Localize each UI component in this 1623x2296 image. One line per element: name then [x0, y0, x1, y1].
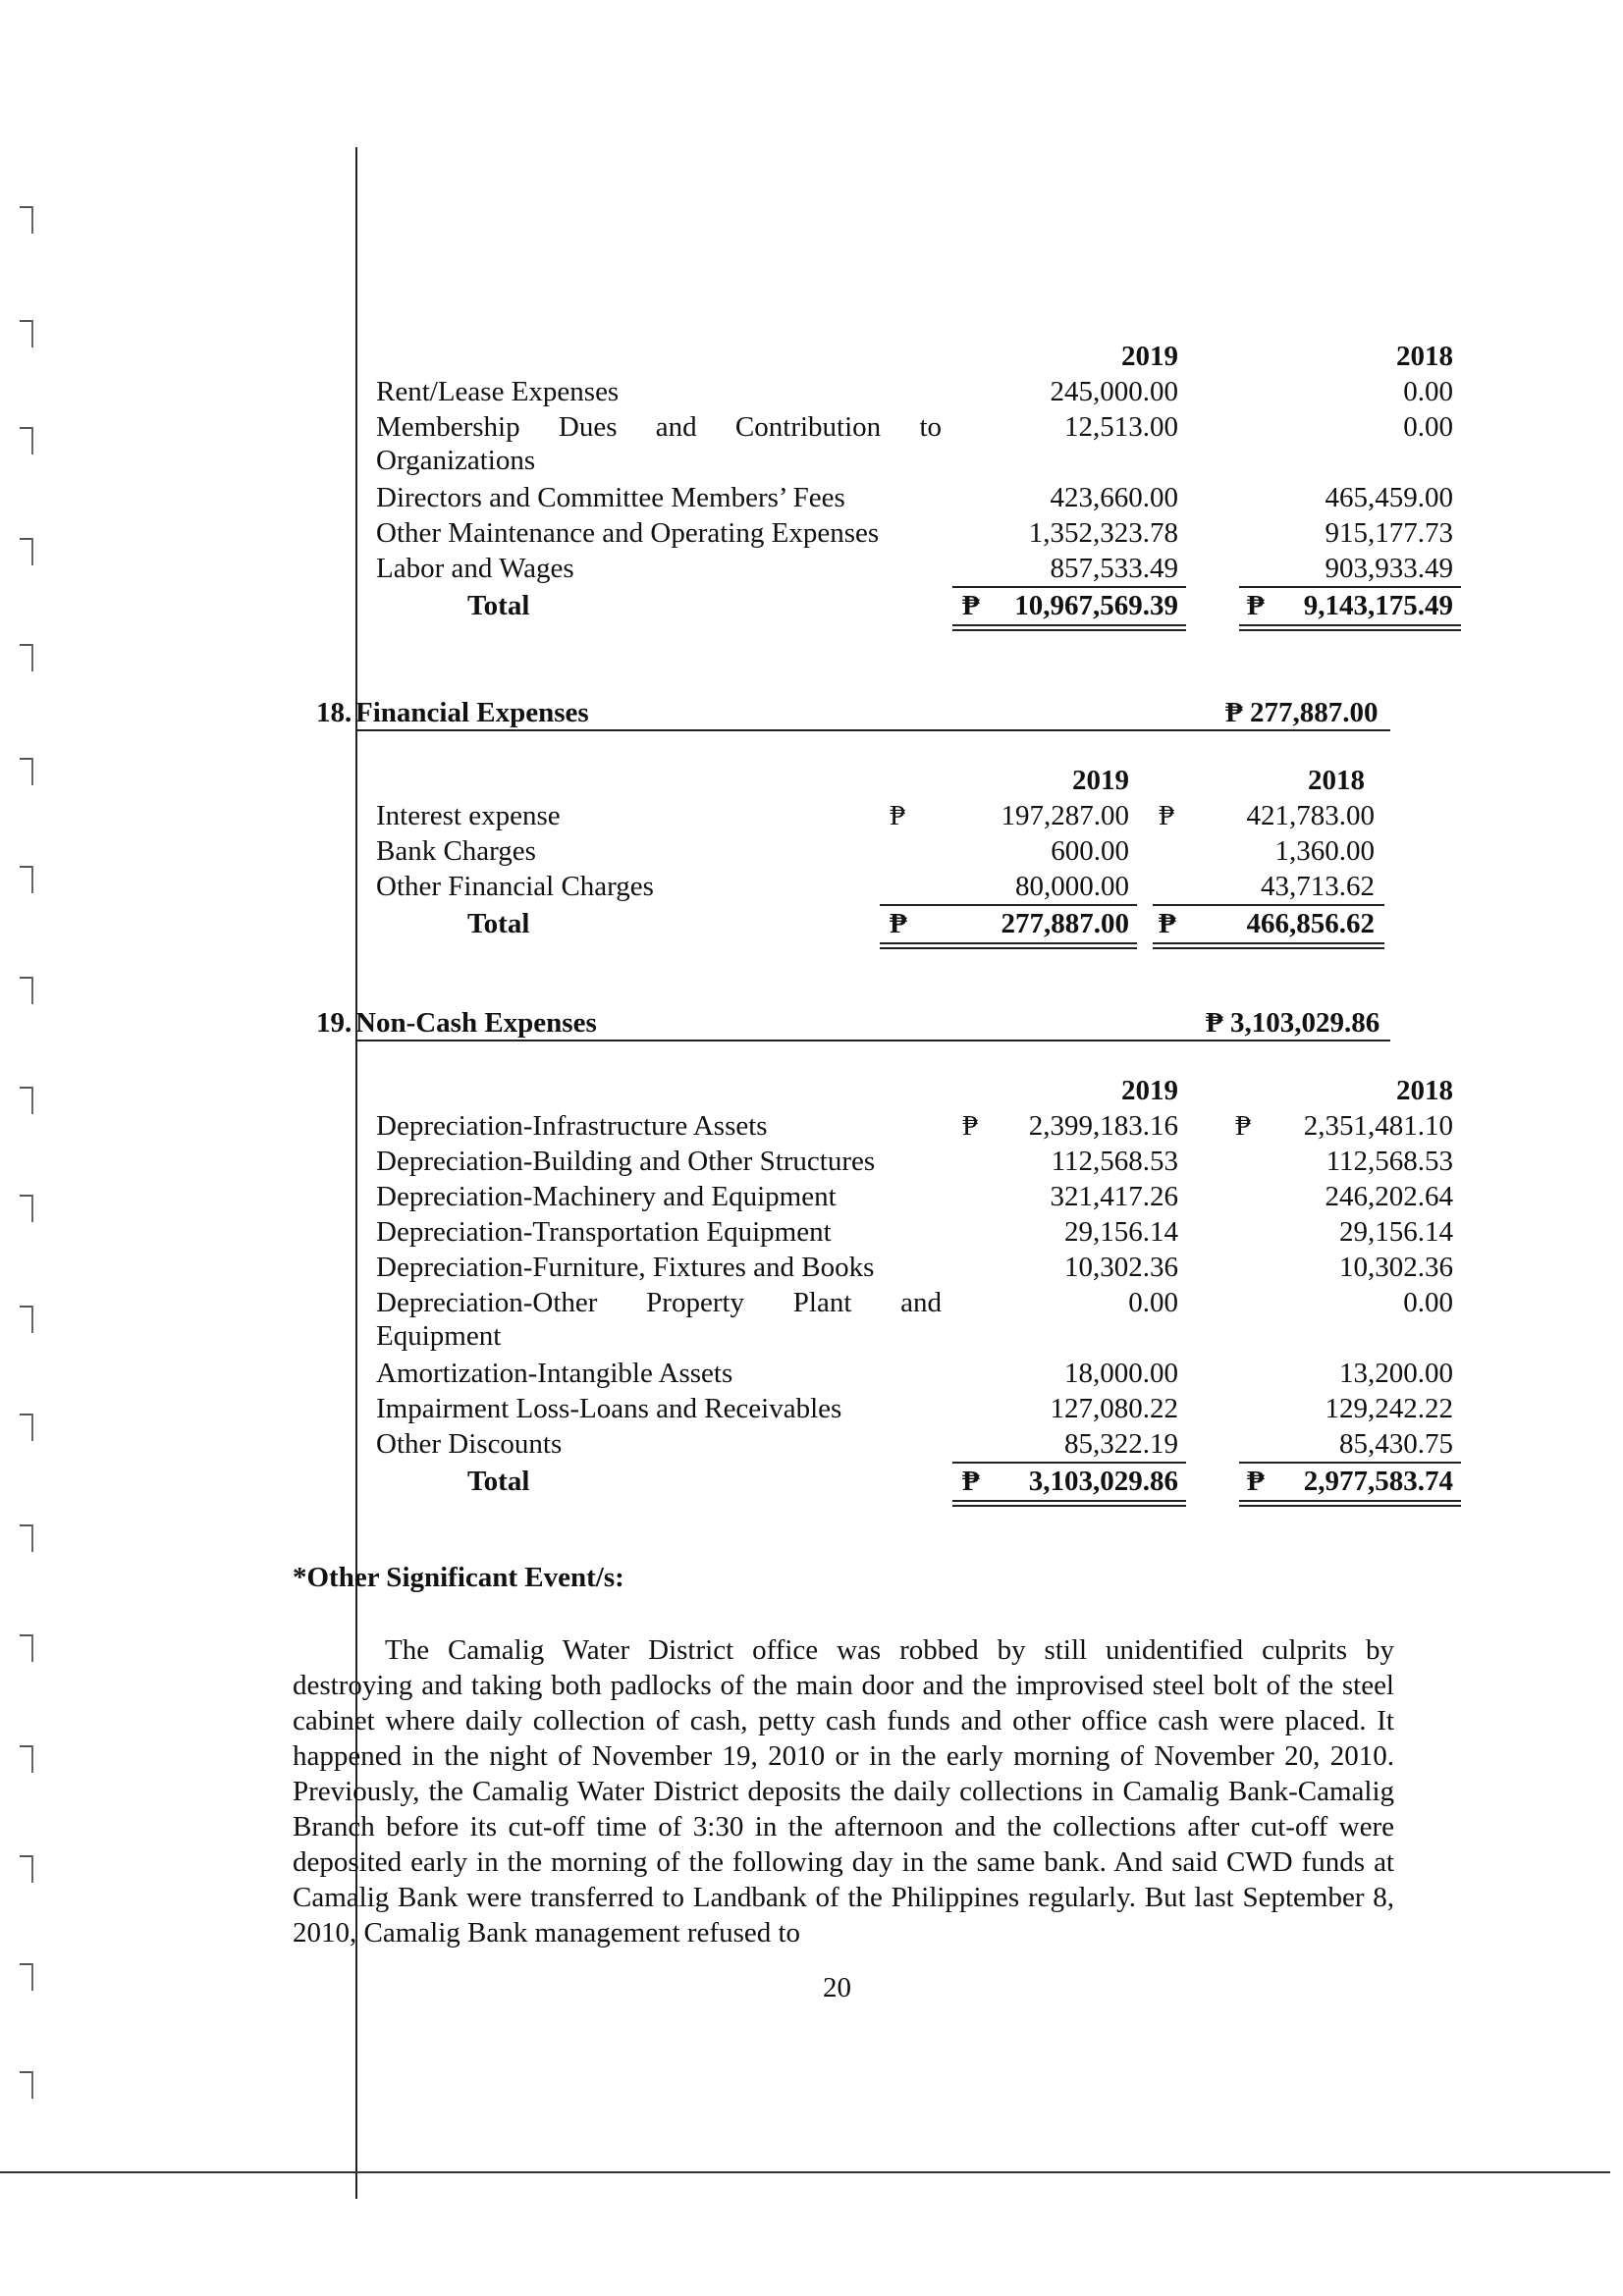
subtotal-rule-2019 [952, 1462, 1186, 1464]
peso-sign: ₱ [890, 800, 906, 831]
section-amount: ₱ 3,103,029.86 [1206, 1007, 1380, 1039]
section-number: 18. [316, 697, 352, 728]
row-label: Interest expense [376, 800, 561, 831]
total-double-rule-2018 [1239, 1500, 1461, 1507]
row-label: Labor and Wages [376, 553, 574, 584]
row-value-2018: 2,351,481.10 [1303, 1110, 1453, 1142]
total-double-rule-2018 [1153, 942, 1384, 949]
row-label: Impairment Loss-Loans and Receivables [376, 1393, 842, 1424]
year-2018-header: 2018 [1308, 765, 1365, 796]
peso-sign: ₱ [1235, 1110, 1252, 1142]
row-value-2018: 112,568.53 [1325, 1146, 1453, 1177]
section-number: 19. [316, 1007, 352, 1039]
row-value-2019: 112,568.53 [1051, 1146, 1178, 1177]
row-label: Amortization-Intangible Assets [376, 1358, 733, 1389]
peso-sign: ₱ [962, 590, 980, 621]
events-heading: *Other Significant Event/s: [293, 1562, 624, 1593]
row-value-2019: 85,322.19 [1064, 1428, 1178, 1460]
total-double-rule-2019 [952, 1500, 1186, 1507]
row-value-2019: 197,287.00 [1001, 800, 1129, 831]
row-label: Depreciation-Infrastructure Assets [376, 1110, 768, 1142]
subtotal-rule-2019 [952, 586, 1186, 588]
peso-sign: ₱ [1247, 590, 1265, 621]
row-value-2018: 1,360.00 [1274, 835, 1375, 867]
subtotal-rule-2018 [1239, 1462, 1461, 1464]
row-label: Membership Dues and Contribution to Organizations [376, 411, 942, 476]
row-value-2018: 13,200.00 [1339, 1358, 1453, 1389]
row-value-2018: 85,430.75 [1339, 1428, 1453, 1460]
row-value-2018: 0.00 [1403, 411, 1453, 443]
row-value-2019: 600.00 [1051, 835, 1129, 867]
total-label: Total [467, 590, 530, 621]
peso-sign: ₱ [890, 908, 907, 939]
row-value-2019: 18,000.00 [1064, 1358, 1178, 1389]
row-value-2018: 10,302.36 [1339, 1252, 1453, 1283]
row-label: Bank Charges [376, 835, 536, 867]
total-value-2018: 2,977,583.74 [1303, 1466, 1453, 1497]
row-value-2018: 915,177.73 [1325, 517, 1453, 549]
total-value-2019: 3,103,029.86 [1028, 1466, 1178, 1497]
peso-sign: ₱ [1247, 1466, 1265, 1497]
total-value-2019: 10,967,569.39 [1014, 590, 1178, 621]
row-value-2018: 903,933.49 [1325, 553, 1453, 584]
year-2019-header: 2019 [1072, 765, 1129, 796]
year-2018-header: 2018 [1396, 341, 1453, 372]
section-amount: ₱ 277,887.00 [1225, 697, 1379, 728]
total-double-rule-2019 [952, 624, 1186, 631]
row-label: Other Financial Charges [376, 871, 654, 902]
row-value-2019: 423,660.00 [1050, 482, 1178, 513]
peso-sign: ₱ [1159, 800, 1175, 831]
row-value-2018: 0.00 [1403, 376, 1453, 407]
section-underline [355, 729, 1390, 731]
row-value-2019: 857,533.49 [1050, 553, 1178, 584]
row-value-2019: 1,352,323.78 [1028, 517, 1178, 549]
row-label: Other Discounts [376, 1428, 563, 1460]
row-value-2019: 2,399,183.16 [1028, 1110, 1178, 1142]
row-label: Depreciation-Transportation Equipment [376, 1216, 832, 1248]
scan-bottom-line [0, 2171, 1610, 2173]
row-value-2018: 421,783.00 [1246, 800, 1375, 831]
subtotal-rule-2018 [1239, 586, 1461, 588]
row-value-2018: 246,202.64 [1325, 1181, 1453, 1212]
total-value-2018: 466,856.62 [1246, 908, 1375, 939]
row-label: Rent/Lease Expenses [376, 376, 620, 407]
row-value-2019: 321,417.26 [1050, 1181, 1178, 1212]
year-2019-header: 2019 [1121, 341, 1178, 372]
total-value-2019: 277,887.00 [1001, 908, 1129, 939]
total-value-2018: 9,143,175.49 [1303, 590, 1453, 621]
row-label: Depreciation-Building and Other Structures [376, 1146, 876, 1177]
section-title: Financial Expenses [355, 697, 589, 728]
peso-sign: ₱ [962, 1466, 980, 1497]
peso-sign: ₱ [962, 1110, 979, 1142]
row-label: Depreciation-Machinery and Equipment [376, 1181, 837, 1212]
row-value-2018: 29,156.14 [1339, 1216, 1453, 1248]
row-value-2019: 12,513.00 [1064, 411, 1178, 443]
total-label: Total [467, 908, 530, 939]
row-value-2019: 29,156.14 [1064, 1216, 1178, 1248]
row-value-2019: 80,000.00 [1015, 871, 1129, 902]
total-double-rule-2019 [880, 942, 1137, 949]
row-label: Directors and Committee Members’ Fees [376, 482, 845, 513]
total-label: Total [467, 1466, 530, 1497]
subtotal-rule-2019 [880, 904, 1137, 906]
row-value-2019: 127,080.22 [1050, 1393, 1178, 1424]
row-value-2018: 465,459.00 [1325, 482, 1453, 513]
row-label: Depreciation-Furniture, Fixtures and Books [376, 1252, 875, 1283]
year-2018-header: 2018 [1396, 1075, 1453, 1106]
row-value-2019: 245,000.00 [1050, 376, 1178, 407]
events-text: The Camalig Water District office was robbed by still unidentified culprits by destroying and taking both padlocks of the main door and the improvised steel bolt of the steel cabinet where daily collection of cash, petty cash funds and other office cash were placed. It happened in the night of November 19, 2010 or in the early morning of November 20, 2010. Previously, the Camalig Water District deposits the daily collections in Camalig Bank-Camalig Branch before its cut-off time of 3:30 in the afternoon and the collections after cut-off were deposited early in the morning of the following day in the same bank. And said CWD funds at Camalig Bank were transferred to Landbank of the Philippines regularly. But last September 8, 2010, Camalig Bank management refused to [293, 1634, 1394, 1949]
row-label: Depreciation-Other Property Plant and Equipment [376, 1287, 942, 1352]
subtotal-rule-2018 [1153, 904, 1384, 906]
total-double-rule-2018 [1239, 624, 1461, 631]
row-value-2018: 0.00 [1403, 1287, 1453, 1318]
events-paragraph [293, 1632, 1394, 1950]
row-value-2019: 10,302.36 [1064, 1252, 1178, 1283]
row-value-2019: 0.00 [1128, 1287, 1178, 1318]
row-label: Other Maintenance and Operating Expenses [376, 517, 880, 549]
section-title: Non-Cash Expenses [355, 1007, 597, 1039]
row-value-2018: 43,713.62 [1261, 871, 1375, 902]
peso-sign: ₱ [1159, 908, 1176, 939]
page-number: 20 [823, 1972, 851, 2003]
row-value-2018: 129,242.22 [1325, 1393, 1453, 1424]
year-2019-header: 2019 [1121, 1075, 1178, 1106]
section-underline [355, 1040, 1390, 1041]
